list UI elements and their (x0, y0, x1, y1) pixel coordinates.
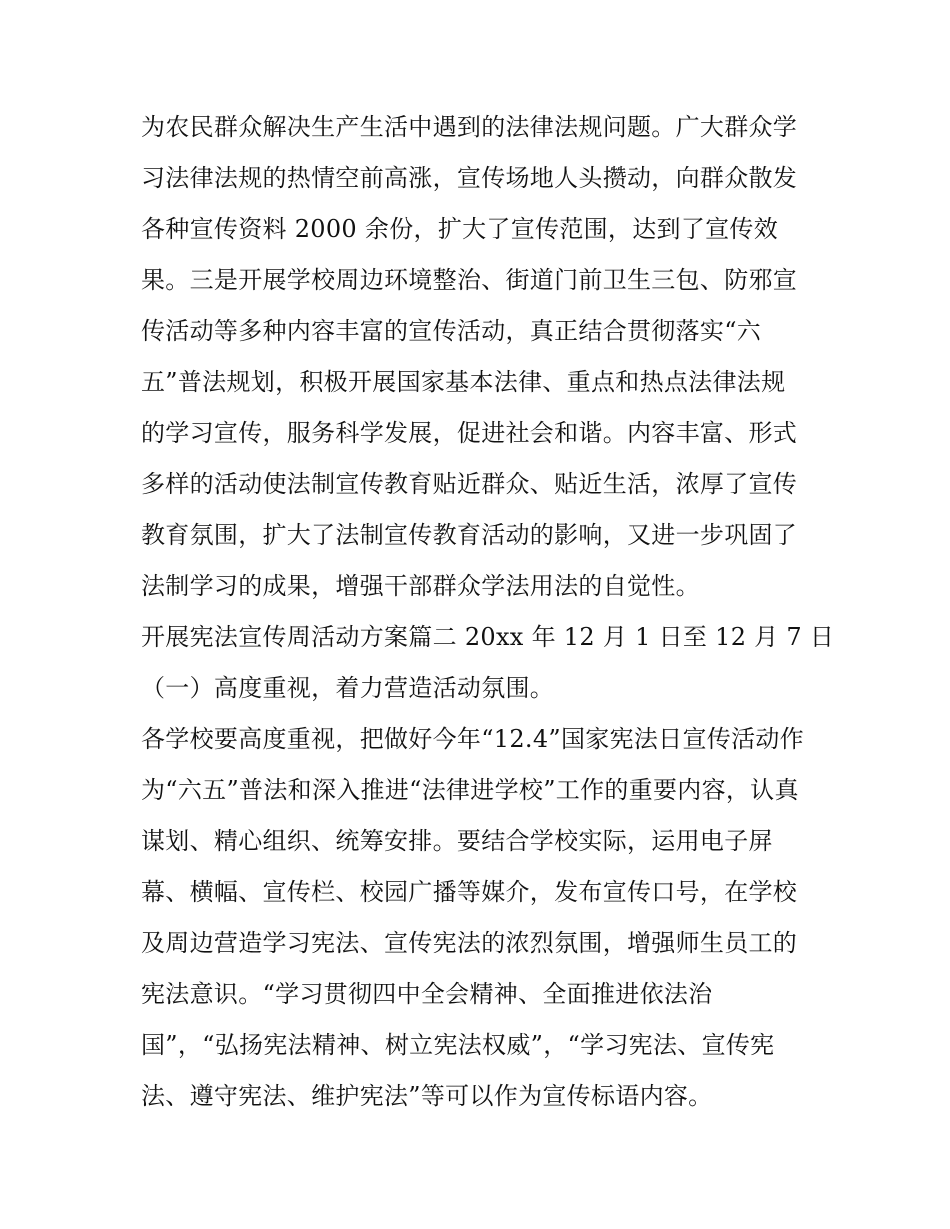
text-line-20: 法、遵守宪法、维护宪法”等可以作为宣传标语内容。 (141, 1082, 713, 1110)
text-line-7: 的学习宣传，服务科学发展，促进社会和谐。内容丰富、形式 (141, 419, 798, 447)
text-line-3: 各种宣传资料 2000 余份，扩大了宣传范围，达到了宣传效 (141, 215, 779, 243)
text-line-5: 传活动等多种内容丰富的宣传活动，真正结合贯彻落实“六 (141, 317, 762, 345)
text-line-14: 为“六五”普法和深入推进“法律进学校”工作的重要内容，认真 (141, 776, 799, 804)
text-line-2: 习法律法规的热情空前高涨，宣传场地人头攒动，向群众散发 (141, 164, 798, 192)
text-line-18: 宪法意识。“学习贯彻四中全会精神、全面推进依法治 (141, 980, 713, 1008)
text-line-19: 国”，“弘扬宪法精神、树立宪法权威”，“学习宪法、宣传宪 (141, 1031, 775, 1059)
text-line-6: 五”普法规划，积极开展国家基本法律、重点和热点法律法规 (141, 368, 786, 396)
text-line-4: 果。三是开展学校周边环境整治、街道门前卫生三包、防邪宣 (141, 266, 798, 294)
text-line-13: 各学校要高度重视，把做好今年“12.4”国家宪法日宣传活动作 (141, 725, 804, 753)
text-line-1: 为农民群众解决生产生活中遇到的法律法规问题。广大群众学 (141, 113, 798, 141)
text-line-16: 幕、横幅、宣传栏、校园广播等媒介，发布宣传口号，在学校 (141, 878, 798, 906)
document-body (141, 102, 841, 1122)
subsection-heading-line: （一）高度重视，着力营造活动氛围。 (141, 674, 555, 702)
text-line-15: 谋划、精心组织、统筹安排。要结合学校实际，运用电子屏 (141, 827, 773, 855)
text-line-10: 法制学习的成果，增强干部群众学法用法的自觉性。 (141, 572, 700, 600)
text-line-17: 及周边营造学习宪法、宣传宪法的浓烈氛围，增强师生员工的 (141, 929, 798, 957)
section-heading-line: 开展宪法宣传周活动方案篇二 20xx 年 12 月 1 日至 12 月 7 日 (141, 623, 835, 651)
text-line-9: 教育氛围，扩大了法制宣传教育活动的影响，又进一步巩固了 (141, 521, 798, 549)
text-line-8: 多样的活动使法制宣传教育贴近群众、贴近生活，浓厚了宣传 (141, 470, 798, 498)
